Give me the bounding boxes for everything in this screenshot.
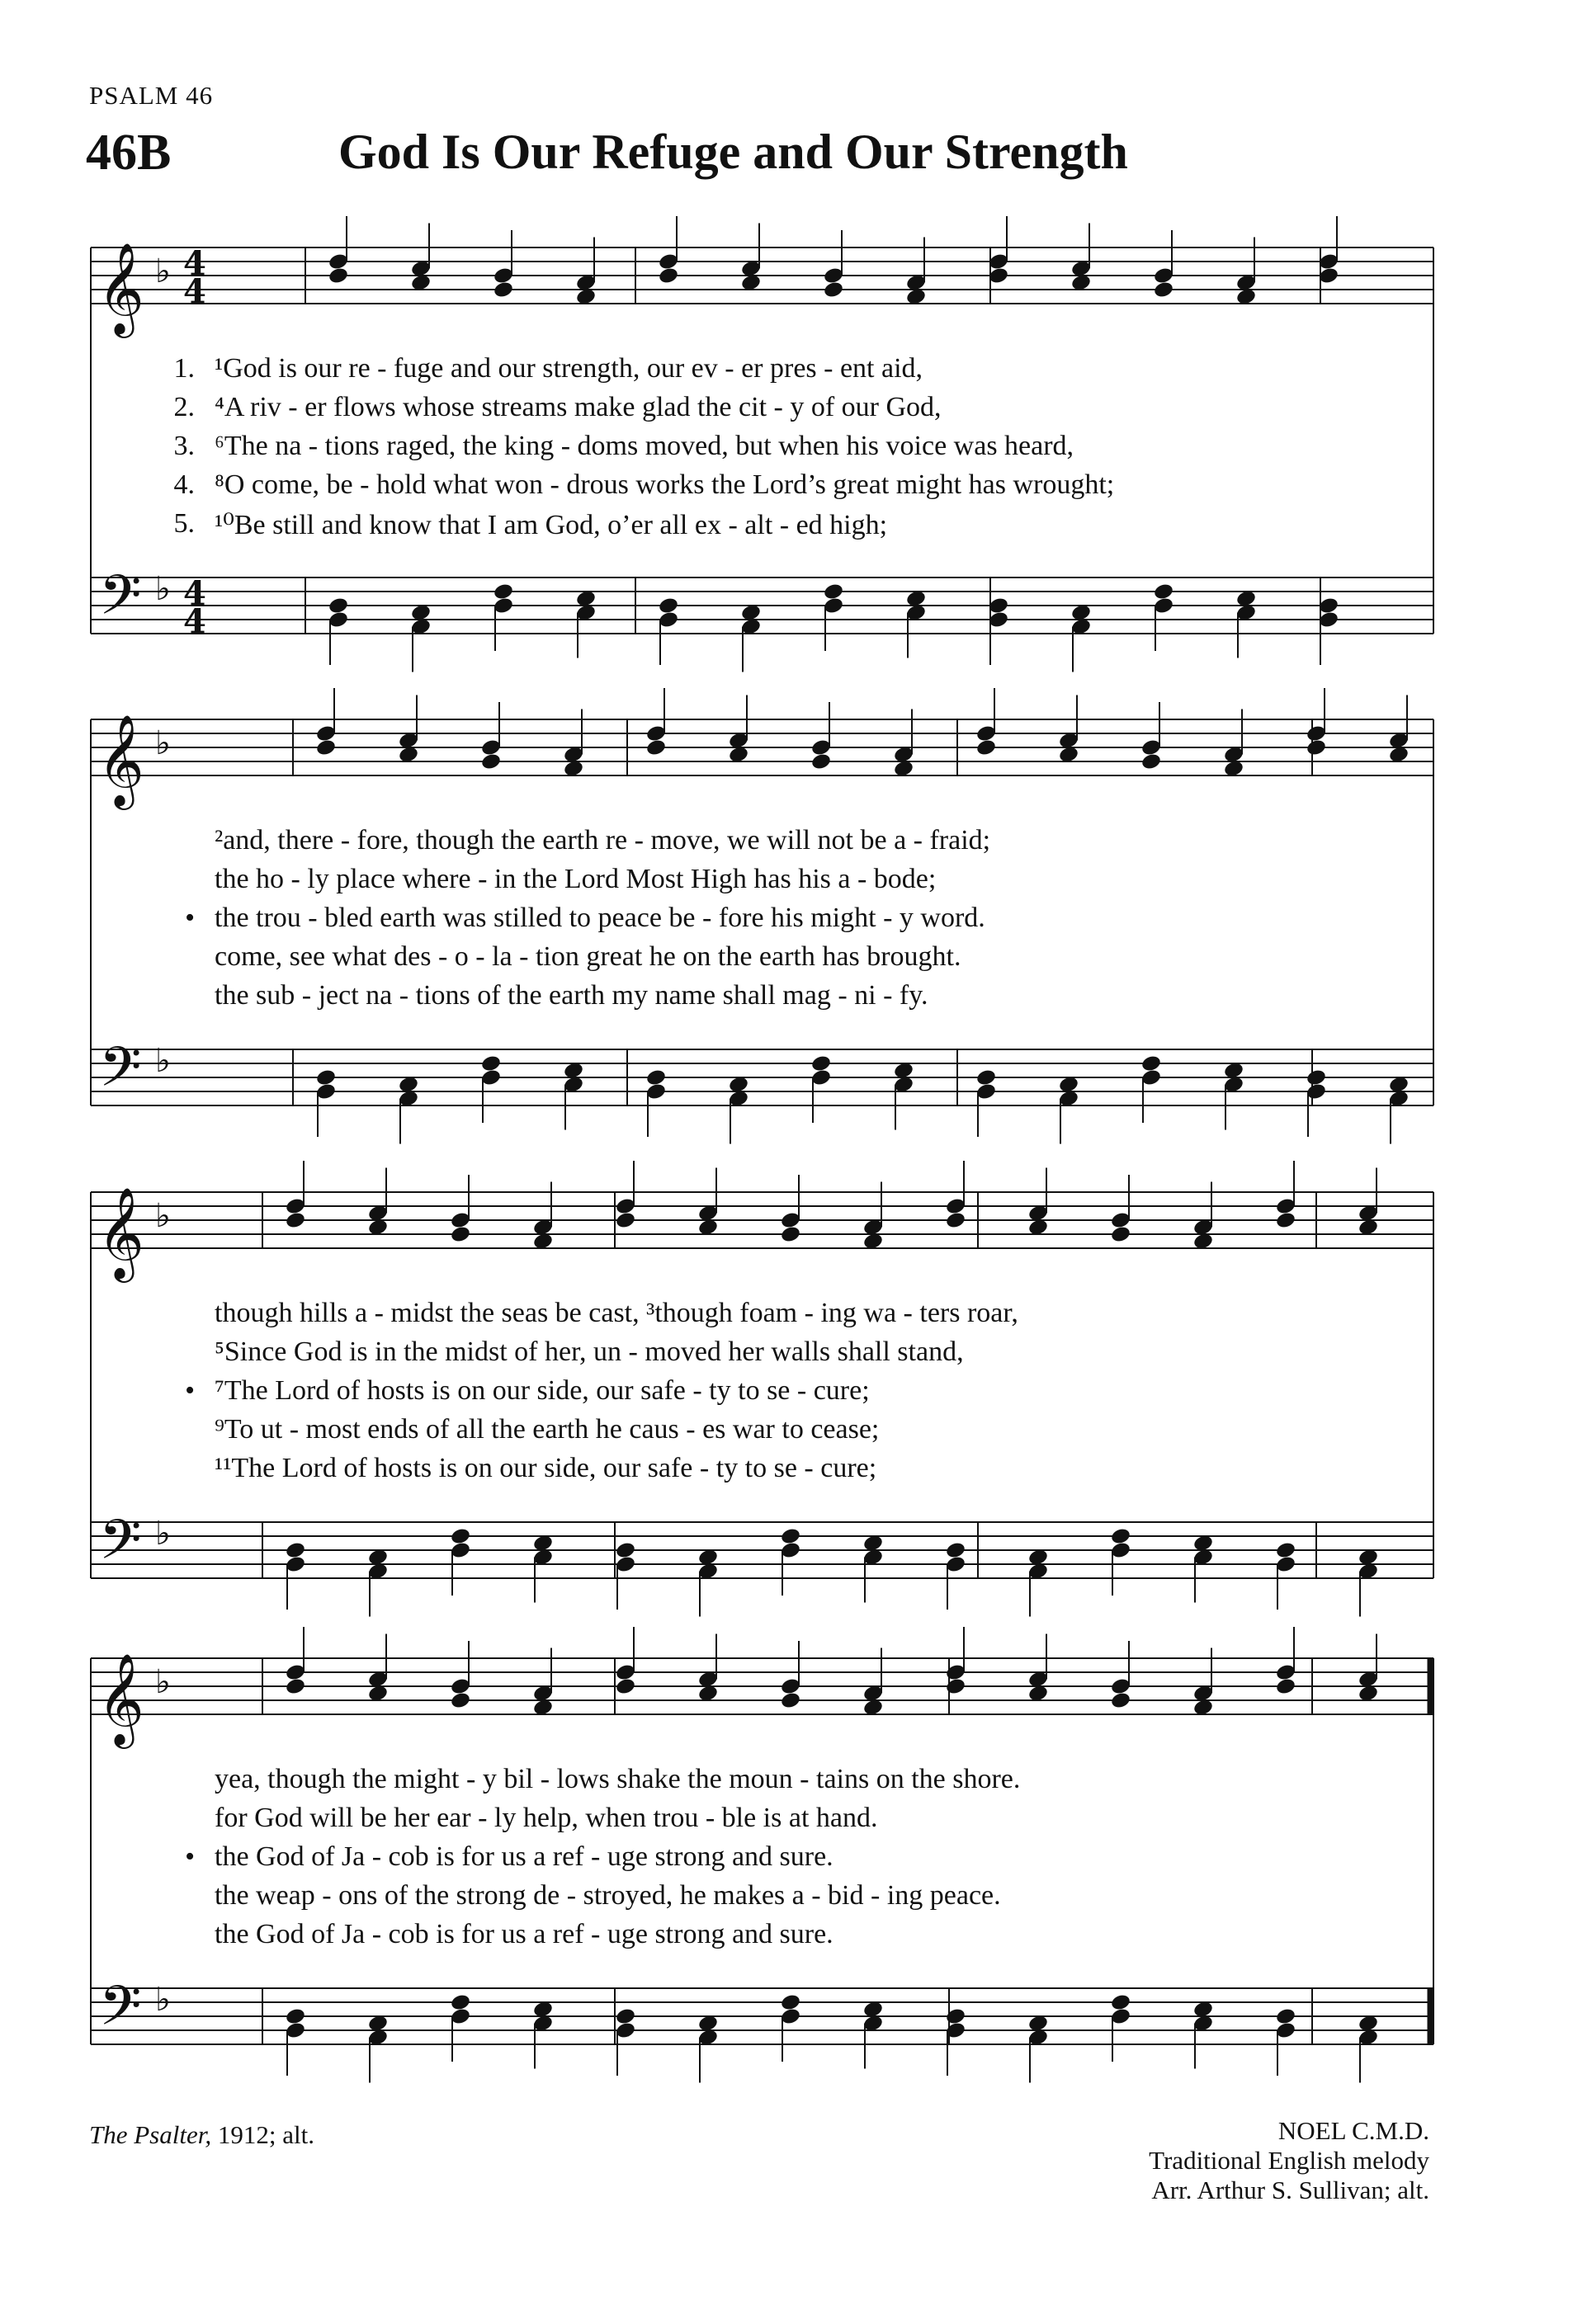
- melody-credit: Traditional English melody: [1149, 2146, 1429, 2175]
- note-head: [615, 1541, 636, 1560]
- tune-credit: [1149, 2116, 1429, 2205]
- note-head: [285, 1211, 306, 1230]
- hymn-number: 46B: [86, 125, 172, 181]
- lyrics-system-1: [157, 353, 1436, 547]
- time-signature-top: 4: [183, 244, 206, 283]
- note-head: [780, 1993, 801, 2012]
- time-signature-bottom: 4: [183, 602, 206, 641]
- note-head: [450, 1691, 471, 1710]
- note-head: [945, 2007, 966, 2026]
- lyric-line: ¹¹The Lord of hosts is on our side, our safe - ty to se - cure;: [215, 1453, 877, 1483]
- lyric-line: the sub - ject na - tions of the earth my name shall mag - ni - fy.: [215, 980, 928, 1011]
- note-head: [945, 1677, 966, 1696]
- arranger-credit: Arr. Arthur S. Sullivan; alt.: [1151, 2176, 1429, 2204]
- note-head: [1110, 1225, 1131, 1244]
- note-head: [823, 280, 844, 299]
- lyric-line: for God will be her ear - ly help, when trou - ble is at hand.: [215, 1803, 878, 1833]
- note-head: [285, 2007, 306, 2026]
- lyrics-system-3: [157, 1298, 1436, 1492]
- note-head: [615, 1677, 636, 1696]
- note-head: [1110, 1527, 1131, 1546]
- lyric-line: 5. ¹⁰Be still and know that I am God, o’er all ex - alt - ed high;: [173, 508, 888, 540]
- note-head: [328, 596, 349, 615]
- note-head: [1275, 1541, 1296, 1560]
- lyric-line: 3. ⁶The na - tions raged, the king - doms moved, but when his voice was heard,: [173, 431, 1074, 461]
- lyric-line: though hills a - midst the seas be cast, ³though foam - ing wa - ters roar,: [215, 1298, 1018, 1328]
- flat-key-signature: ♭: [155, 724, 171, 762]
- lyrics-system-4: [157, 1764, 1436, 1958]
- note-head: [1110, 1993, 1131, 2012]
- treble-clef: 𝄞: [97, 1186, 144, 1279]
- lyric-line: • the God of Ja - cob is for us a ref - uge strong and sure.: [185, 1841, 834, 1872]
- flat-key-signature: ♭: [155, 252, 171, 290]
- text-source-credit: The Psalter, 1912; alt.: [89, 2120, 314, 2149]
- flat-key-signature: ♭: [155, 1042, 171, 1080]
- note-head: [285, 1541, 306, 1560]
- note-head: [328, 266, 349, 285]
- flat-key-signature: ♭: [155, 570, 171, 608]
- time-signature-top: 4: [183, 574, 206, 613]
- note-head: [1140, 752, 1162, 771]
- note-head: [1275, 1211, 1296, 1230]
- lyric-line: ⁹To ut - most ends of all the earth he caus - es war to cease;: [215, 1414, 880, 1445]
- note-head: [645, 738, 667, 757]
- time-signature-bottom: 4: [183, 272, 206, 311]
- note-head: [810, 1054, 832, 1073]
- note-head: [780, 1527, 801, 1546]
- note-head: [1153, 582, 1174, 601]
- lyric-line: ²and, there - fore, though the earth re - move, we will not be a - fraid;: [215, 825, 991, 856]
- lyric-line: yea, though the might - y bil - lows shake the moun - tains on the shore.: [215, 1764, 1021, 1794]
- lyric-line: 4. ⁸O come, be - hold what won - drous works the Lord’s great might has wrought;: [173, 469, 1115, 500]
- note-head: [1140, 1054, 1162, 1073]
- lyric-line: 1. ¹God is our re - fuge and our strength, our ev - er pres - ent aid,: [173, 353, 923, 384]
- lyric-line: the ho - ly place where - in the Lord Most High has his a - bode;: [215, 864, 937, 894]
- flat-key-signature: ♭: [155, 1981, 171, 2019]
- note-head: [1153, 280, 1174, 299]
- flat-key-signature: ♭: [155, 1515, 171, 1553]
- note-head: [1110, 1691, 1131, 1710]
- note-head: [780, 1225, 801, 1244]
- lyric-line: ⁵Since God is in the midst of her, un - moved her walls shall stand,: [215, 1336, 964, 1367]
- lyric-line: the God of Ja - cob is for us a ref - uge strong and sure.: [215, 1919, 834, 1949]
- note-head: [658, 266, 679, 285]
- lyrics-system-2: [157, 825, 1436, 1019]
- note-head: [1275, 1677, 1296, 1696]
- lyric-line: the weap - ons of the strong de - stroyed, he makes a - bid - ing peace.: [215, 1880, 1001, 1911]
- treble-clef: 𝄞: [97, 714, 144, 806]
- note-head: [1306, 1068, 1327, 1087]
- lyric-line: 2. ⁴A riv - er flows whose streams make glad the cit - y of our God,: [173, 392, 942, 422]
- flat-key-signature: ♭: [155, 1663, 171, 1701]
- note-head: [823, 582, 844, 601]
- note-head: [975, 1068, 997, 1087]
- treble-clef: 𝄞: [97, 1652, 144, 1745]
- note-head: [645, 1068, 667, 1087]
- note-head: [810, 752, 832, 771]
- treble-clef: 𝄞: [97, 242, 144, 334]
- note-head: [658, 596, 679, 615]
- note-head: [480, 1054, 502, 1073]
- note-head: [450, 1993, 471, 2012]
- psalm-label: PSALM 46: [89, 81, 214, 110]
- note-head: [450, 1225, 471, 1244]
- note-head: [1275, 2007, 1296, 2026]
- hymn-title: God Is Our Refuge and Our Strength: [338, 125, 1128, 179]
- lyric-line: come, see what des - o - la - tion great he on the earth has brought.: [215, 941, 961, 972]
- bass-clef: 𝄢: [99, 1035, 142, 1112]
- lyric-line: • ⁷The Lord of hosts is on our side, our safe - ty to se - cure;: [185, 1375, 870, 1406]
- note-head: [315, 738, 337, 757]
- bass-clef: 𝄢: [99, 563, 142, 640]
- note-head: [450, 1527, 471, 1546]
- note-head: [780, 1691, 801, 1710]
- note-head: [945, 1541, 966, 1560]
- flat-key-signature: ♭: [155, 1197, 171, 1235]
- note-head: [1306, 738, 1327, 757]
- note-head: [480, 752, 502, 771]
- note-head: [975, 738, 997, 757]
- note-head: [285, 1677, 306, 1696]
- note-head: [615, 2007, 636, 2026]
- note-head: [493, 582, 514, 601]
- note-head: [315, 1068, 337, 1087]
- note-head: [945, 1211, 966, 1230]
- lyric-line: • the trou - bled earth was stilled to peace be - fore his might - y word.: [185, 903, 985, 933]
- note-head: [493, 280, 514, 299]
- note-head: [615, 1211, 636, 1230]
- bass-clef: 𝄢: [99, 1974, 142, 2051]
- tune-name: NOEL C.M.D.: [1277, 2116, 1429, 2145]
- bass-clef: 𝄢: [99, 1508, 142, 1585]
